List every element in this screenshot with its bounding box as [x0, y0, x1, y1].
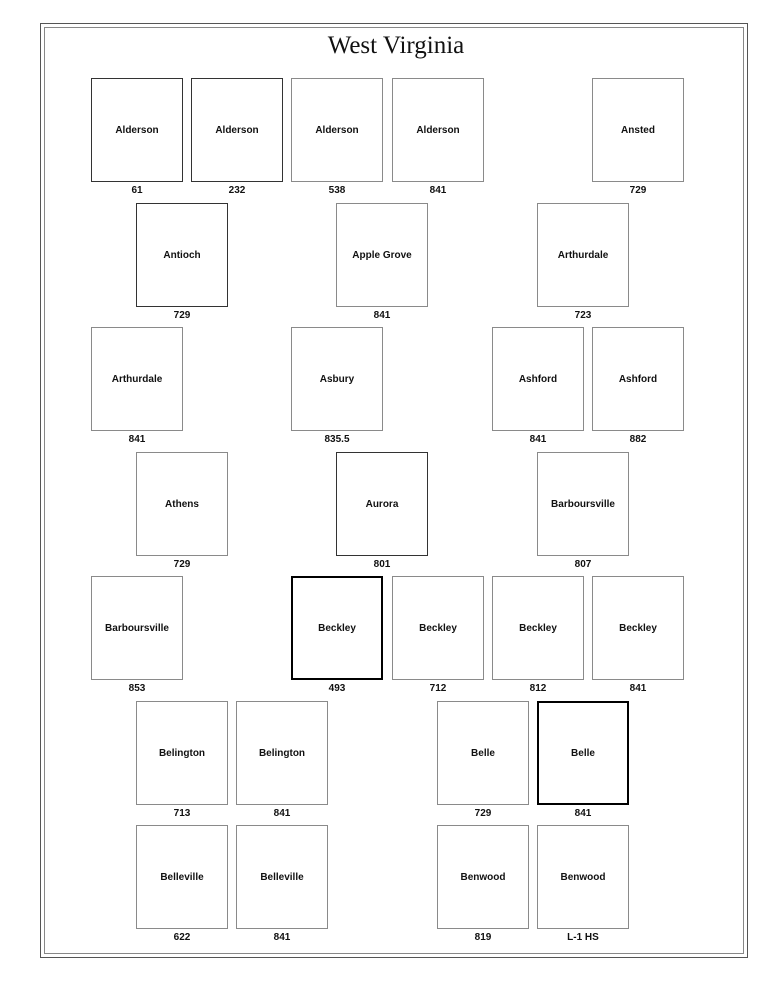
stamp-box	[291, 576, 383, 680]
stamp-town-name: Alderson	[416, 124, 460, 136]
stamp-catalog-number: 622	[173, 932, 191, 943]
stamp-space	[492, 576, 584, 697]
stamp-catalog-number: 729	[629, 185, 647, 196]
stamp-town-name: Alderson	[215, 124, 259, 136]
stamp-catalog-number: 61	[131, 185, 143, 196]
stamp-catalog-number: 729	[173, 310, 191, 321]
stamp-space	[437, 701, 529, 822]
stamp-space	[492, 327, 584, 448]
stamp-box	[91, 327, 183, 431]
stamp-town-name: Belington	[158, 747, 206, 759]
stamp-box	[592, 78, 684, 182]
stamp-town-name: Ashford	[618, 373, 658, 385]
stamp-catalog-number: 807	[574, 559, 592, 570]
stamp-town-name: Aurora	[365, 498, 399, 510]
stamp-box	[537, 701, 629, 805]
stamp-catalog-number: 841	[574, 808, 592, 819]
stamp-space	[592, 576, 684, 697]
stamp-town-name: Alderson	[315, 124, 359, 136]
stamp-box	[492, 576, 584, 680]
stamp-catalog-number: 841	[273, 808, 291, 819]
stamp-catalog-number: 801	[373, 559, 391, 570]
stamp-catalog-number: 841	[429, 185, 447, 196]
stamp-catalog-number: 493	[328, 683, 346, 694]
stamp-space	[537, 452, 629, 573]
stamp-box	[537, 452, 629, 556]
stamp-town-name: Beckley	[318, 622, 356, 634]
stamp-catalog-number: L-1 HS	[567, 932, 599, 943]
stamp-space	[537, 701, 629, 822]
stamp-box	[191, 78, 283, 182]
stamp-space	[537, 203, 629, 324]
stamp-space	[291, 576, 383, 697]
stamp-catalog-number: 882	[629, 434, 647, 445]
stamp-space	[136, 825, 228, 946]
stamp-town-name: Athens	[165, 498, 199, 510]
stamp-box	[136, 701, 228, 805]
stamp-box	[437, 825, 529, 929]
page-title: West Virginia	[327, 32, 465, 59]
stamp-space	[336, 452, 428, 573]
stamp-town-name: Belleville	[260, 871, 304, 883]
stamp-town-name: Barboursville	[105, 622, 169, 634]
stamp-catalog-number: 819	[474, 932, 492, 943]
stamp-space	[392, 576, 484, 697]
stamp-catalog-number: 841	[373, 310, 391, 321]
stamp-town-name: Ansted	[621, 124, 655, 136]
stamp-town-name: Beckley	[419, 622, 457, 634]
stamp-space	[592, 327, 684, 448]
stamp-space	[537, 825, 629, 946]
stamp-space	[191, 78, 283, 199]
stamp-catalog-number: 232	[228, 185, 246, 196]
stamp-town-name: Benwood	[460, 871, 506, 883]
stamp-town-name: Alderson	[115, 124, 159, 136]
stamp-space	[592, 78, 684, 199]
stamp-catalog-number: 712	[429, 683, 447, 694]
stamp-space	[136, 452, 228, 573]
stamp-town-name: Beckley	[619, 622, 657, 634]
stamp-box	[91, 78, 183, 182]
stamp-box	[236, 825, 328, 929]
stamp-box	[236, 701, 328, 805]
stamp-space	[136, 701, 228, 822]
stamp-town-name: Arthurdale	[557, 249, 609, 261]
stamp-box	[592, 327, 684, 431]
stamp-town-name: Apple Grove	[352, 249, 412, 261]
stamp-box	[336, 203, 428, 307]
stamp-town-name: Belington	[258, 747, 306, 759]
stamp-space	[291, 327, 383, 448]
stamp-town-name: Antioch	[163, 249, 201, 261]
stamp-catalog-number: 713	[173, 808, 191, 819]
stamp-space	[392, 78, 484, 199]
stamp-box	[437, 701, 529, 805]
stamp-catalog-number: 538	[328, 185, 346, 196]
stamp-box	[136, 452, 228, 556]
stamp-box	[537, 203, 629, 307]
stamp-town-name: Asbury	[319, 373, 355, 385]
stamp-catalog-number: 841	[529, 434, 547, 445]
stamp-town-name: Arthurdale	[111, 373, 163, 385]
stamp-space	[91, 576, 183, 697]
stamp-catalog-number: 729	[173, 559, 191, 570]
stamp-box	[537, 825, 629, 929]
stamp-space	[291, 78, 383, 199]
stamp-box	[592, 576, 684, 680]
stamp-town-name: Benwood	[560, 871, 606, 883]
stamp-box	[336, 452, 428, 556]
stamp-box	[91, 576, 183, 680]
stamp-town-name: Belle	[471, 747, 495, 759]
stamp-town-name: Ashford	[518, 373, 558, 385]
stamp-town-name: Belle	[571, 747, 595, 759]
stamp-space	[236, 701, 328, 822]
stamp-catalog-number: 835.5	[324, 434, 350, 445]
stamp-catalog-number: 723	[574, 310, 592, 321]
stamp-space	[91, 78, 183, 199]
stamp-catalog-number: 729	[474, 808, 492, 819]
stamp-box	[392, 78, 484, 182]
stamp-space	[236, 825, 328, 946]
stamp-town-name: Barboursville	[551, 498, 615, 510]
stamp-space	[136, 203, 228, 324]
stamp-catalog-number: 812	[529, 683, 547, 694]
stamp-box	[291, 327, 383, 431]
stamp-box	[136, 825, 228, 929]
stamp-box	[392, 576, 484, 680]
stamp-catalog-number: 841	[273, 932, 291, 943]
stamp-space	[437, 825, 529, 946]
stamp-box	[291, 78, 383, 182]
stamp-catalog-number: 841	[629, 683, 647, 694]
stamp-town-name: Belleville	[160, 871, 204, 883]
stamp-space	[336, 203, 428, 324]
stamp-space	[91, 327, 183, 448]
stamp-catalog-number: 853	[128, 683, 146, 694]
stamp-catalog-number: 841	[128, 434, 146, 445]
stamp-box	[136, 203, 228, 307]
stamp-town-name: Beckley	[519, 622, 557, 634]
stamp-box	[492, 327, 584, 431]
